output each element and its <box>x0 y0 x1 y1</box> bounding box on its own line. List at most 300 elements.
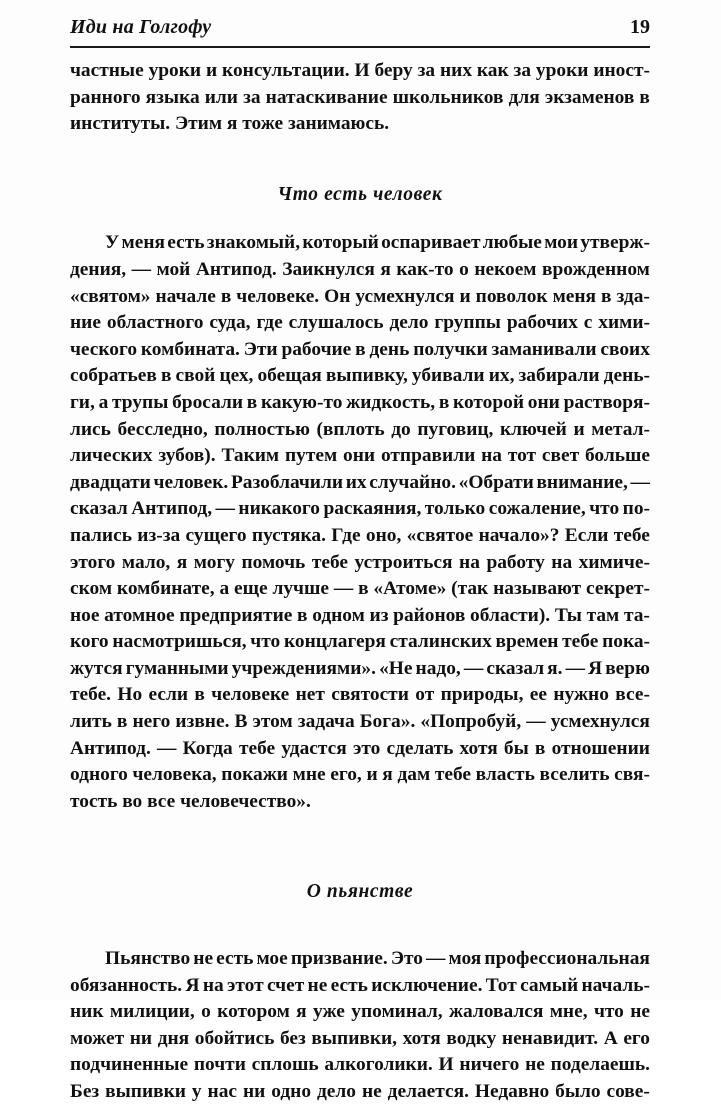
text-line <box>70 337 650 364</box>
vertical-space <box>70 138 650 182</box>
text-line <box>70 1079 650 1106</box>
word: тебе <box>311 551 349 573</box>
word: суда, <box>209 312 251 334</box>
word: некоем <box>474 258 537 280</box>
text-line <box>105 230 650 257</box>
word: его, <box>330 764 362 786</box>
word: сожаление, <box>488 498 586 520</box>
word: слушалось <box>288 312 384 334</box>
word: заманивали <box>491 338 597 360</box>
word: Где <box>331 524 361 546</box>
word: учреждениями». <box>231 657 376 679</box>
word: за <box>243 86 261 108</box>
word: У <box>105 232 120 254</box>
word: в <box>160 365 172 387</box>
word: не <box>630 1001 650 1023</box>
word: это <box>352 737 381 759</box>
word: ги, <box>70 391 95 413</box>
word: Я <box>588 657 603 679</box>
word: там <box>586 604 620 626</box>
word: «Не <box>379 657 413 679</box>
word: хими- <box>598 312 650 334</box>
word: в <box>601 285 612 307</box>
word: я <box>176 551 188 573</box>
page-number: 19 <box>630 16 650 38</box>
word: Разоблачили <box>230 471 344 493</box>
word: нет <box>295 684 325 706</box>
word: где <box>256 312 283 334</box>
word: надо, <box>415 657 461 679</box>
word: устроиться <box>354 551 453 573</box>
text-line: тость во все человечество». <box>70 790 311 812</box>
word: раскаяния, <box>323 498 422 520</box>
word: я. <box>547 657 563 679</box>
word: дело <box>317 1081 356 1102</box>
word: А <box>603 1027 618 1049</box>
paragraph-continued-lessons <box>70 58 650 138</box>
word: работу <box>486 551 545 573</box>
word: сталинских <box>389 631 492 653</box>
word: ник <box>70 1001 104 1023</box>
text-line <box>70 310 650 337</box>
word: области). <box>470 604 551 626</box>
word: рабочие <box>281 338 352 360</box>
word: дения, <box>70 258 127 280</box>
word: лись <box>70 418 111 440</box>
word: Антипод. <box>70 737 151 759</box>
word: путем <box>284 445 338 467</box>
running-head <box>70 16 650 48</box>
word: и <box>366 764 378 786</box>
word: бы <box>503 737 529 759</box>
word: которой <box>453 391 525 413</box>
word: мало, <box>121 551 171 573</box>
word: до <box>391 418 411 440</box>
word: Эти <box>243 338 278 360</box>
word: этот <box>227 974 264 996</box>
word: поволок <box>475 285 548 307</box>
word: уроки <box>535 60 589 81</box>
word: — <box>131 258 152 280</box>
text-line <box>70 682 650 709</box>
text-line <box>70 363 650 390</box>
word: профессиональная <box>484 948 650 970</box>
word: было <box>555 1081 601 1102</box>
word: языка <box>145 86 200 108</box>
header-rule <box>70 46 650 48</box>
word: исключение. <box>371 974 483 996</box>
word: делается. <box>387 1081 469 1102</box>
vertical-space <box>70 208 650 230</box>
word: я <box>380 258 391 280</box>
word: цех, <box>219 365 254 387</box>
word: есть <box>167 232 205 254</box>
word: дам <box>397 764 431 786</box>
word: в <box>297 604 308 626</box>
word: почти <box>193 1054 246 1076</box>
text-line <box>70 656 650 683</box>
word: бесследно, <box>117 418 208 440</box>
word: — <box>463 657 484 679</box>
word: нас <box>207 1081 237 1102</box>
word: — <box>426 948 446 970</box>
word: атомное <box>104 604 175 626</box>
word: в <box>220 285 232 307</box>
word: метал- <box>591 418 650 440</box>
word: есть <box>330 974 368 996</box>
word: растворя- <box>563 391 650 413</box>
word: из-за <box>137 524 181 546</box>
word: секрет- <box>586 578 650 600</box>
word: этого <box>70 551 116 573</box>
word: жутся <box>70 657 123 679</box>
word: не <box>307 974 328 996</box>
word: человеке. <box>236 285 320 307</box>
word: а <box>219 578 230 600</box>
word: хотя <box>402 1027 441 1049</box>
word: не <box>525 1054 545 1076</box>
word: сказал <box>70 498 128 520</box>
word: жаловался <box>449 1001 544 1023</box>
word: «святое <box>406 524 474 546</box>
word: областного <box>106 312 204 334</box>
word: убивали <box>411 365 485 387</box>
word: призвание. <box>290 948 388 970</box>
word: ее <box>529 684 548 706</box>
word: счет <box>266 974 305 996</box>
word: помочь <box>241 551 306 573</box>
word: мне, <box>549 1001 588 1023</box>
word: в <box>639 86 650 108</box>
word: Но <box>117 684 143 706</box>
word: комбината. <box>140 338 240 360</box>
text-line <box>70 58 650 85</box>
word: оно, <box>365 524 402 546</box>
word: кого <box>70 631 109 653</box>
word: Заикнулся <box>282 258 375 280</box>
word: который <box>302 232 379 254</box>
word: вселить <box>539 764 610 786</box>
text-line <box>70 973 650 1000</box>
text-line <box>70 85 650 112</box>
word: как <box>476 60 509 81</box>
text-line <box>70 999 650 1026</box>
text-line <box>70 1026 650 1053</box>
word: любые <box>482 232 542 254</box>
word: и <box>573 418 585 440</box>
word: полностью <box>214 418 310 440</box>
word: может <box>70 1027 125 1049</box>
word: милиции, <box>109 1001 195 1023</box>
word: иност- <box>593 60 650 81</box>
word: есть <box>216 948 254 970</box>
word: началь- <box>581 974 650 996</box>
word: удастся <box>281 737 347 759</box>
word: оспаривает <box>381 232 481 254</box>
text-line <box>70 523 650 550</box>
word: я <box>296 1001 307 1023</box>
word: натаскивание <box>265 86 388 108</box>
word: обещая <box>257 365 322 387</box>
word: упоминал, <box>351 1001 443 1023</box>
word: хотя <box>459 737 498 759</box>
body-text-block <box>70 58 650 1106</box>
word: за <box>513 60 532 81</box>
word: усмехнулся <box>550 711 650 733</box>
word: извне. <box>175 711 230 733</box>
word: отношении <box>551 737 650 759</box>
word: мой <box>156 258 191 280</box>
word: выпивку, <box>325 365 408 387</box>
word: пустяка. <box>251 524 326 546</box>
word: собратьев <box>70 365 157 387</box>
vertical-space <box>70 815 650 879</box>
section-heading-o-pyanstve: О пьянстве <box>306 881 414 903</box>
word: тебе <box>434 764 471 786</box>
word: школьников <box>392 86 504 108</box>
text-line <box>70 257 650 284</box>
word: Антипод, <box>131 498 213 520</box>
word: покажи <box>221 764 288 786</box>
text-line <box>70 443 650 470</box>
section-heading-chto-est-chelovek: Что есть человек <box>277 183 443 205</box>
word: Бога». <box>359 711 416 733</box>
word: ни <box>242 1081 266 1102</box>
word: «Попробуй, <box>420 711 522 733</box>
word: выпивки <box>105 1081 186 1102</box>
word: группы <box>434 312 501 334</box>
word: самый <box>520 974 579 996</box>
word: в <box>246 391 258 413</box>
word: с <box>583 312 593 334</box>
word: от <box>415 684 435 706</box>
word: человек. <box>153 471 229 493</box>
word: моя <box>448 948 482 970</box>
word: в <box>534 737 546 759</box>
word: одно <box>271 1081 312 1102</box>
word: еще <box>234 578 268 600</box>
word: «Атоме» <box>373 578 447 600</box>
word: какую-то <box>261 391 343 413</box>
word: зда- <box>616 285 650 307</box>
word: о <box>201 1001 211 1023</box>
word: на <box>202 974 224 996</box>
text-line <box>70 390 650 417</box>
word: и <box>459 285 471 307</box>
word: беру <box>374 60 413 81</box>
word: обязанность. <box>70 974 183 996</box>
word: природы, <box>440 684 524 706</box>
word: — <box>157 737 177 759</box>
word: ненавидит. <box>501 1027 599 1049</box>
text-line <box>70 1052 650 1079</box>
word: из <box>369 604 389 626</box>
text-line <box>70 496 650 523</box>
word: знакомый, <box>206 232 301 254</box>
word: для <box>508 86 540 108</box>
word: зубов). <box>158 445 216 467</box>
word: Когда <box>182 737 233 759</box>
word: они <box>343 445 376 467</box>
word: в <box>355 338 366 360</box>
word: сущего <box>185 524 247 546</box>
word: сплошь <box>251 1054 319 1076</box>
word: уже <box>313 1001 345 1023</box>
word: нужно <box>553 684 609 706</box>
word: Ты <box>554 604 582 626</box>
word: дело <box>389 312 429 334</box>
text-line <box>70 576 650 603</box>
word: они <box>527 391 560 413</box>
word: как-то <box>396 258 454 280</box>
word: (вплоть <box>316 418 385 440</box>
word: выпивки, <box>311 1027 398 1049</box>
word: свет <box>541 445 580 467</box>
word: лических <box>70 445 153 467</box>
word: а <box>98 391 109 413</box>
paragraph-chto-est-chelovek <box>70 230 650 815</box>
word: одном <box>312 604 365 626</box>
word: сказал <box>486 657 545 679</box>
word: на <box>459 551 480 573</box>
word: времен <box>495 631 559 653</box>
word: в <box>194 684 205 706</box>
word: концлагеря <box>283 631 386 653</box>
word: Недавно <box>474 1081 550 1102</box>
word: мои <box>544 232 579 254</box>
word: уроки <box>148 60 202 81</box>
word: пуговиц, <box>417 418 494 440</box>
word: не <box>361 1081 382 1102</box>
text-line <box>70 417 650 444</box>
word: утверж- <box>580 232 650 254</box>
word: сделать <box>386 737 454 759</box>
text-line: институты. Этим я тоже занимаюсь. <box>70 113 390 135</box>
text-line <box>70 603 650 630</box>
word: меня <box>552 285 597 307</box>
word: — <box>565 657 585 679</box>
word: В <box>234 711 248 733</box>
word: тот <box>507 445 537 467</box>
word: трупы <box>112 391 169 413</box>
word: лить <box>70 711 112 733</box>
word: тебе <box>238 737 276 759</box>
word: И <box>354 60 370 81</box>
word: — <box>215 498 235 520</box>
word: за <box>417 60 436 81</box>
word: начале <box>155 285 216 307</box>
word: Это <box>390 948 423 970</box>
word: алкоголики. <box>324 1054 433 1076</box>
word: ском <box>70 578 113 600</box>
word: — <box>630 471 650 493</box>
word: ное <box>70 604 100 626</box>
word: и <box>205 60 218 81</box>
word: их <box>345 471 367 493</box>
word: обойтись <box>194 1027 275 1049</box>
word: Если <box>564 524 609 546</box>
word: «Обрати <box>458 471 534 493</box>
word: ключей <box>500 418 567 440</box>
word: отправили <box>380 445 476 467</box>
word: внимание, <box>536 471 628 493</box>
word: водку <box>446 1027 497 1049</box>
word: частные <box>70 60 144 81</box>
word: этом <box>252 711 293 733</box>
word: усмехнулся <box>355 285 455 307</box>
word: случайно. <box>369 471 456 493</box>
word: свой <box>175 365 216 387</box>
word: все- <box>615 684 650 706</box>
word: сове- <box>606 1081 650 1102</box>
word: или <box>204 86 238 108</box>
word: мне <box>292 764 326 786</box>
word: котором <box>217 1001 290 1023</box>
word: жидкость, <box>346 391 436 413</box>
word: что <box>250 631 281 653</box>
word: Тот <box>485 974 517 996</box>
word: них <box>439 60 473 81</box>
word: экзаменов <box>544 86 635 108</box>
word: И <box>438 1054 454 1076</box>
word: районов <box>393 604 466 626</box>
word: я <box>382 764 393 786</box>
word: Таким <box>221 445 280 467</box>
word: называют <box>493 578 582 600</box>
word: на <box>551 551 573 573</box>
word: лучше <box>272 578 329 600</box>
word: могу <box>193 551 235 573</box>
word: начало»? <box>478 524 560 546</box>
word: верю <box>605 657 650 679</box>
text-line <box>70 736 650 763</box>
word: получки <box>413 338 488 360</box>
word: пались <box>70 524 132 546</box>
word: святости <box>331 684 409 706</box>
word: что <box>589 498 620 520</box>
word: меня <box>121 232 165 254</box>
word: химиче- <box>578 551 650 573</box>
word: мое <box>256 948 288 970</box>
word: своих <box>600 338 650 360</box>
word: человеке <box>211 684 290 706</box>
word: него <box>132 711 171 733</box>
word: ческого <box>70 338 138 360</box>
word: ничего <box>459 1054 520 1076</box>
word: Антипод. <box>195 258 277 280</box>
word: Пьянство <box>105 948 191 970</box>
word: день <box>369 338 410 360</box>
vertical-space <box>70 906 650 946</box>
word: комбинате, <box>116 578 215 600</box>
word: врожденном <box>542 258 650 280</box>
word: консультации. <box>222 60 350 81</box>
word: «святом» <box>70 285 151 307</box>
word: у <box>191 1081 202 1102</box>
text-line <box>70 762 650 789</box>
word: его <box>623 1027 650 1049</box>
text-line <box>70 470 650 497</box>
word: их, <box>488 365 515 387</box>
word: тебе <box>613 524 650 546</box>
word: (так <box>451 578 489 600</box>
text-line <box>70 629 650 656</box>
word: дня <box>157 1027 190 1049</box>
word: подчиненные <box>70 1054 189 1076</box>
word: тебе. <box>70 684 112 706</box>
word: Я <box>185 974 200 996</box>
text-line <box>105 946 650 973</box>
